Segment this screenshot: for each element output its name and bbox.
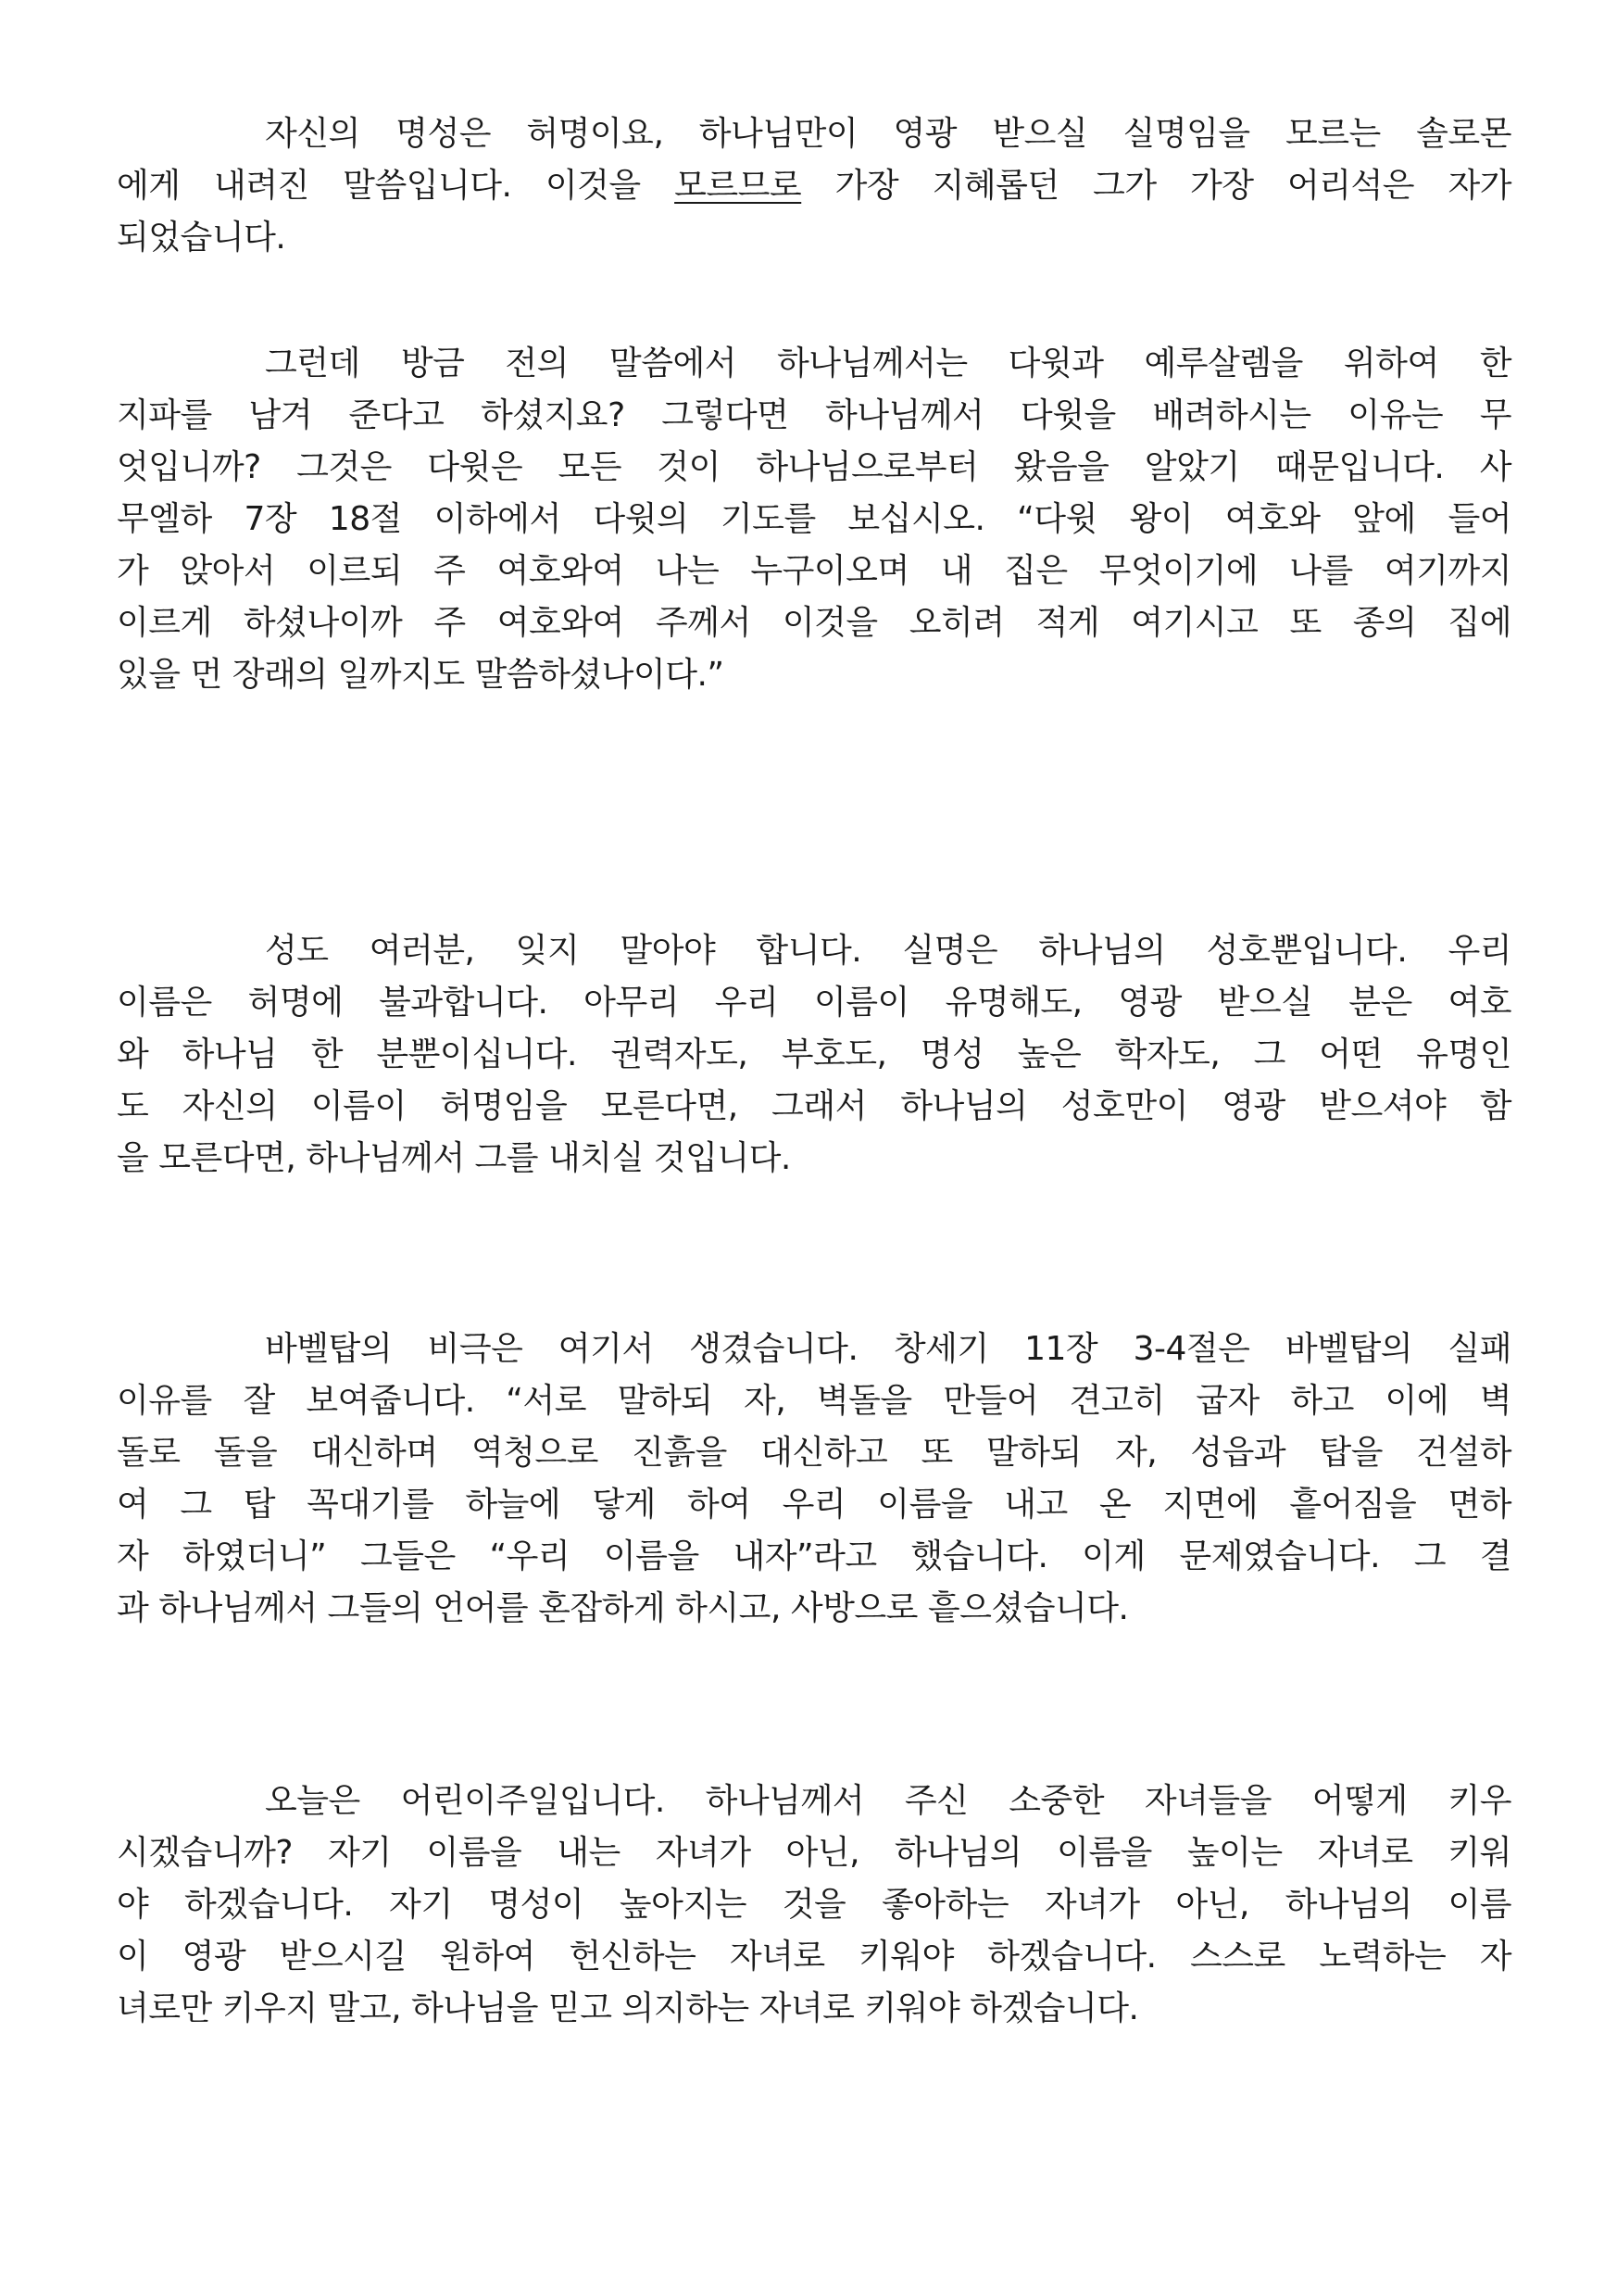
text-line: 성도 여러분, 잊지 말아야 합니다. 실명은 하나님의 성호뿐입니다. 우리	[265, 932, 1511, 970]
text-line	[117, 160, 1511, 212]
paragraph-childrens-day	[117, 1775, 1511, 2035]
text-line: 돌로 돌을 대신하며 역청으로 진흙을 대신하고 또 말하되 자, 성읍과 탑을 건설하	[117, 1434, 1511, 1472]
text-line: 그런데 방금 전의 말씀에서 하나님께서는 다윗과 예루살렘을 위하여 한	[265, 345, 1511, 383]
text-line: 지파를 남겨 준다고 하셨지요? 그렇다면 하나님께서 다윗을 배려하시는 이유는 무	[117, 396, 1511, 434]
text-line: 자 하였더니” 그들은 “우리 이름을 내자”라고 했습니다. 이게 문제였습니다. 그 결	[117, 1537, 1511, 1575]
text-line: 야 하겠습니다. 자기 명성이 높아지는 것을 좋아하는 자녀가 아닌, 하나님의 이름	[117, 1886, 1511, 1924]
text-line: 무엘하 7장 18절 이하에서 다윗의 기도를 보십시오. “다윗 왕이 여호와 앞에 들어	[117, 500, 1511, 538]
text-segment: 에게 내려진 말씀입니다. 이것을	[117, 167, 675, 205]
text-line: 되었습니다.	[117, 219, 286, 257]
text-line: 녀로만 키우지 말고, 하나님을 믿고 의지하는 자녀로 키워야 하겠습니다.	[117, 1989, 1139, 2027]
text-line: 이르게 하셨나이까 주 여호와여 주께서 이것을 오히려 적게 여기시고 또 종의 집에	[117, 604, 1511, 642]
paragraph-solomon	[117, 108, 1511, 264]
text-line: 오늘은 어린이주일입니다. 하나님께서 주신 소중한 자녀들을 어떻게 키우	[265, 1782, 1511, 1820]
text-line: 이유를 잘 보여줍니다. “서로 말하되 자, 벽돌을 만들어 견고히 굽자 하고 이에 벽	[117, 1382, 1511, 1420]
text-line: 이 영광 받으시길 원하여 헌신하는 자녀로 키워야 하겠습니다. 스스로 노력하는 자	[117, 1938, 1511, 1976]
text-segment: 가장 지혜롭던 그가 가장 어리석은 자가	[801, 167, 1511, 205]
text-line: 있을 먼 장래의 일까지도 말씀하셨나이다.”	[117, 656, 724, 694]
underlined-text: 모르므로	[674, 167, 802, 205]
text-line: 엇입니까? 그것은 다윗은 모든 것이 하나님으로부터 왔음을 알았기 때문입니다. 사	[117, 448, 1511, 486]
text-line: 을 모른다면, 하나님께서 그를 내치실 것입니다.	[117, 1139, 791, 1177]
paragraph-babel	[117, 1324, 1511, 1635]
text-line: 가 앉아서 이르되 주 여호와여 나는 누구이오며 내 집은 무엇이기에 나를 여기까지	[117, 552, 1511, 590]
text-line: 바벨탑의 비극은 여기서 생겼습니다. 창세기 11장 3-4절은 바벨탑의 실패	[265, 1330, 1511, 1368]
text-line: 과 하나님께서 그들의 언어를 혼잡하게 하시고, 사방으로 흩으셨습니다.	[117, 1589, 1129, 1627]
paragraph-holy-name	[117, 925, 1511, 1185]
text-line: 시겠습니까? 자기 이름을 내는 자녀가 아닌, 하나님의 이름을 높이는 자녀로 키워	[117, 1834, 1511, 1872]
paragraph-david-prayer	[117, 338, 1511, 701]
text-line: 와 하나님 한 분뿐이십니다. 권력자도, 부호도, 명성 높은 학자도, 그 어떤 유명인	[117, 1035, 1511, 1073]
text-line: 자신의 명성은 허명이요, 하나님만이 영광 받으실 실명임을 모르는 솔로몬	[265, 115, 1511, 153]
text-line: 이름은 허명에 불과합니다. 아무리 우리 이름이 유명해도, 영광 받으실 분은 여호	[117, 984, 1511, 1022]
text-line: 도 자신의 이름이 허명임을 모른다면, 그래서 하나님의 성호만이 영광 받으셔야 함	[117, 1087, 1511, 1125]
text-line: 여 그 탑 꼭대기를 하늘에 닿게 하여 우리 이름을 내고 온 지면에 흩어짐을 면하	[117, 1486, 1511, 1524]
